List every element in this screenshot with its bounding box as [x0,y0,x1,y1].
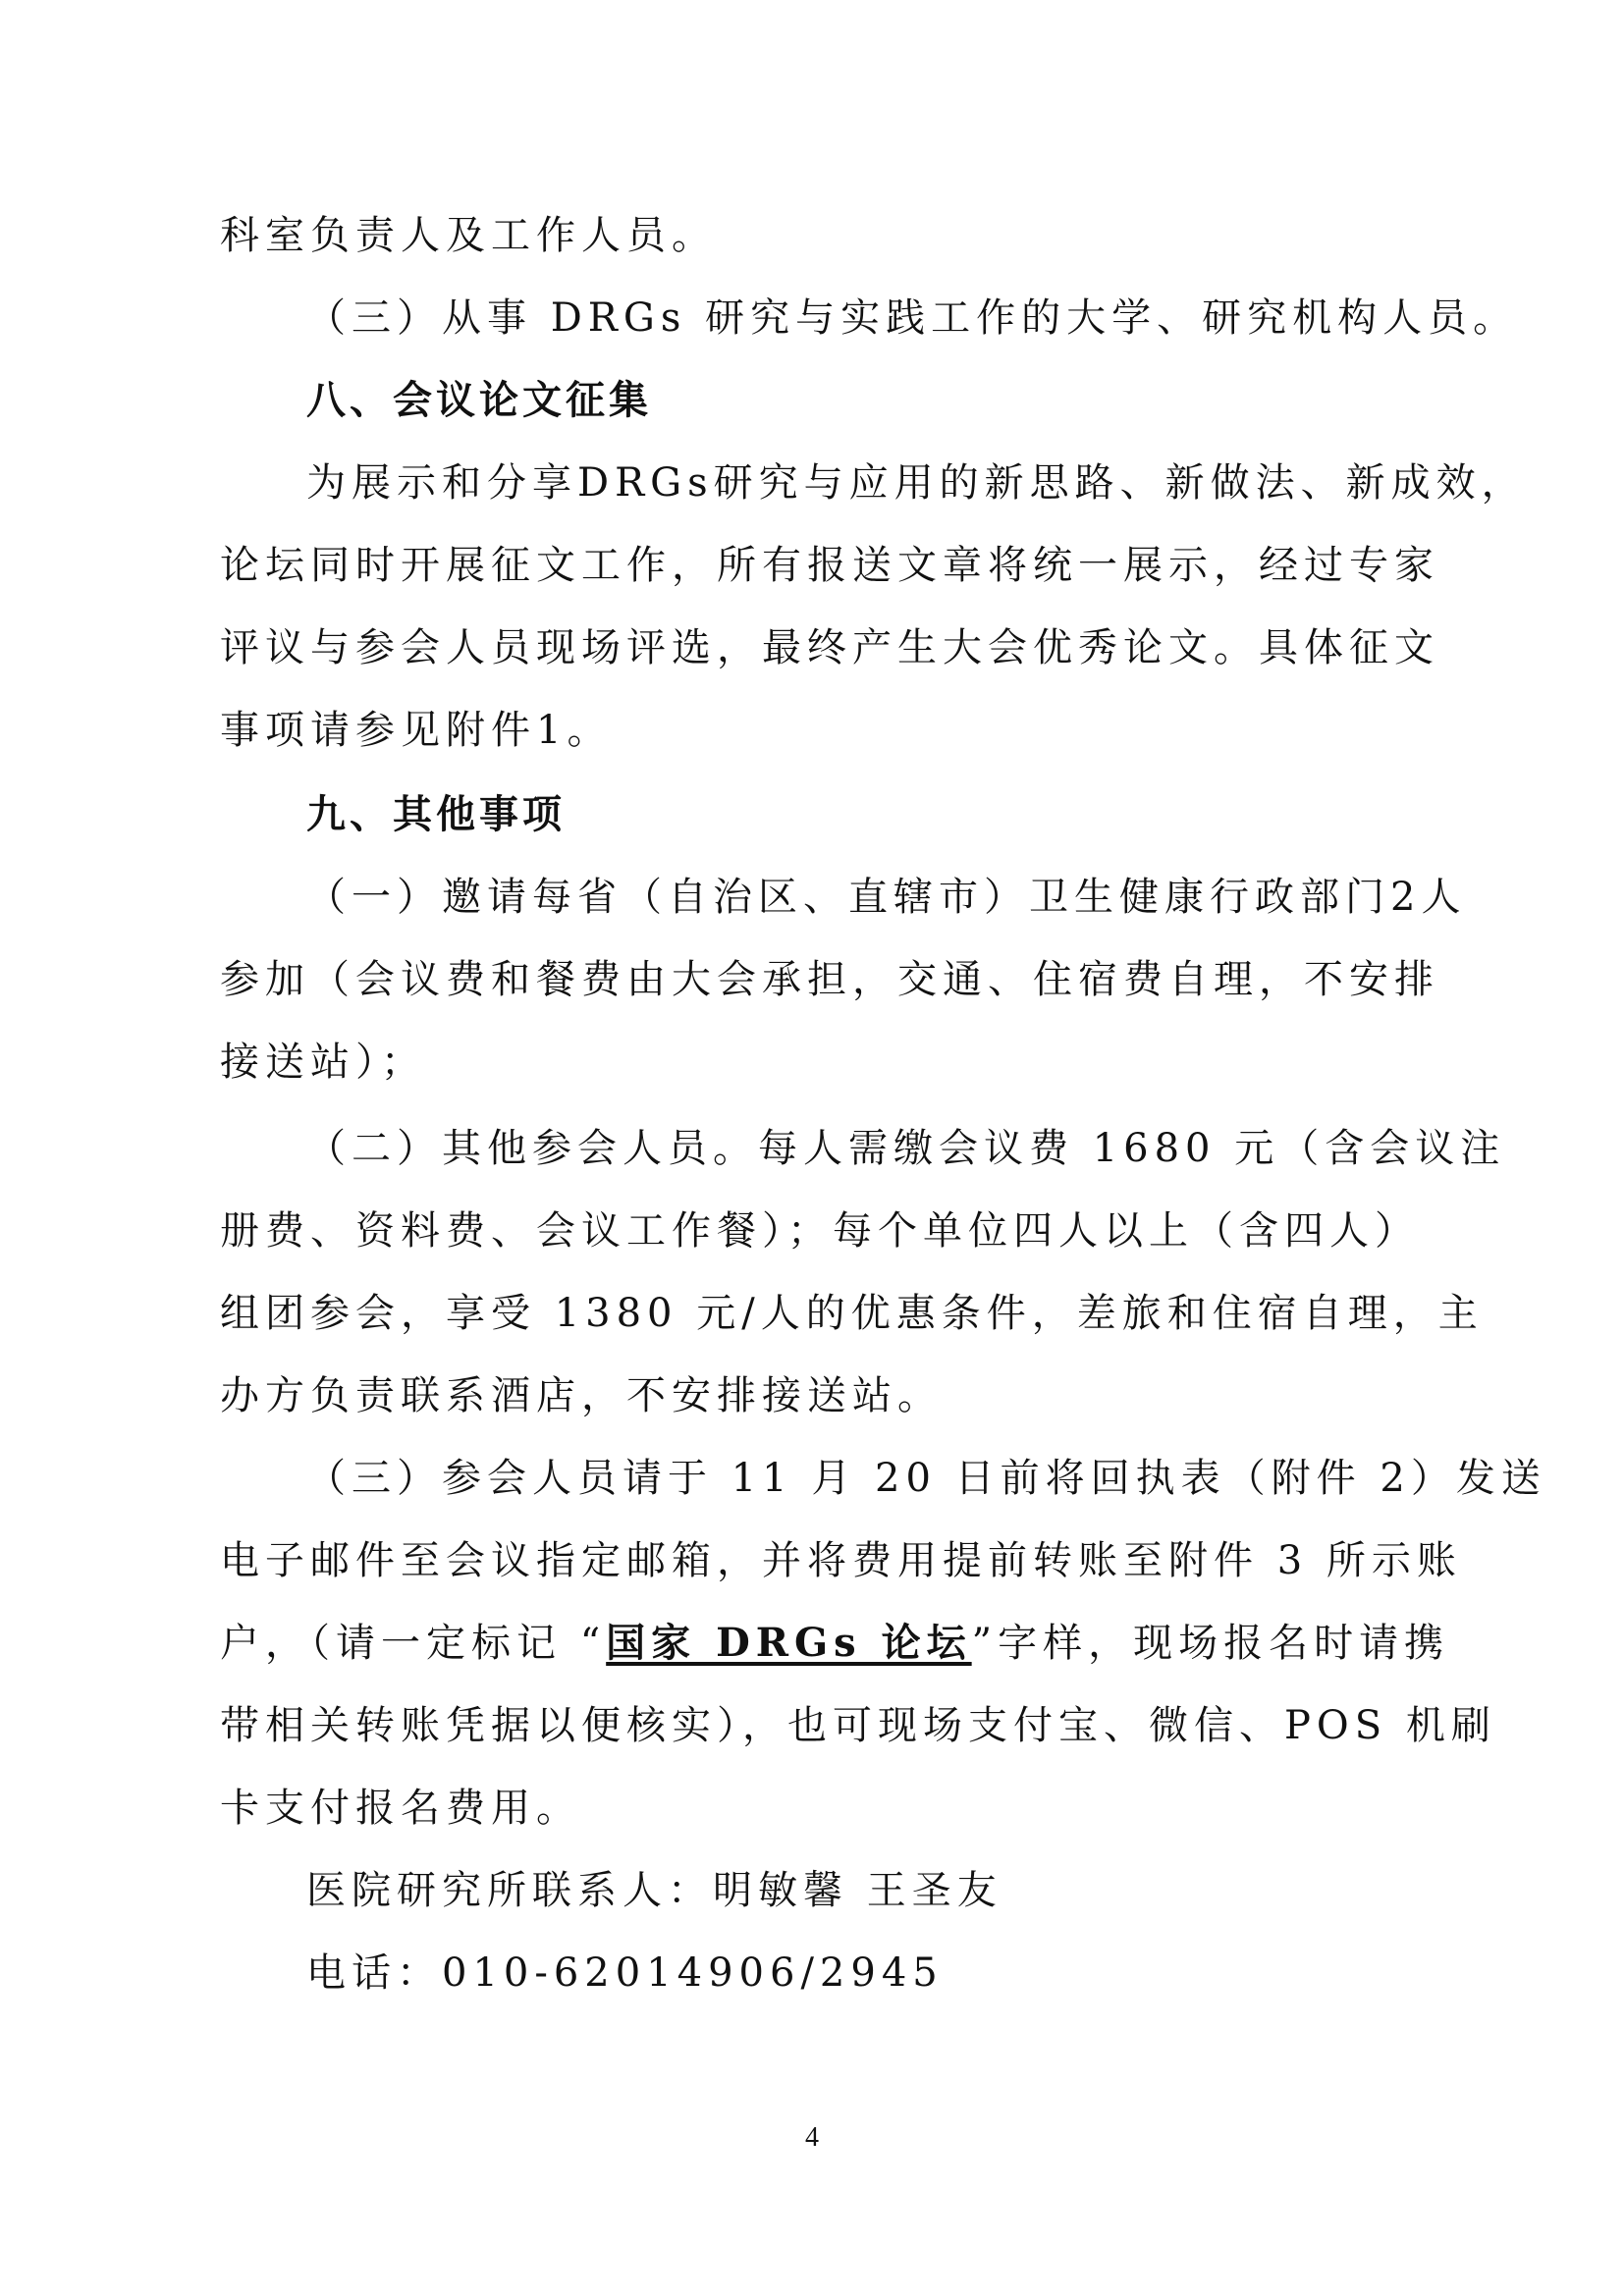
text-line: 册费、资料费、会议工作餐）；每个单位四人以上（含四人） [220,1208,1420,1254]
text-line: 为展示和分享DRGs研究与应用的新思路、新做法、新成效， [306,460,1527,506]
text-line: 带相关转账凭据以便核实），也可现场支付宝、微信、POS 机刷 [220,1703,1496,1748]
section-heading-8: 八、会议论文征集 [306,378,652,423]
text-segment: ”字样，现场报名时请携 [971,1621,1450,1666]
text-line: （三）从事 DRGs 研究与实践工作的大学、研究机构人员。 [306,295,1519,341]
text-line: 电子邮件至会议指定邮箱，并将费用提前转账至附件 3 所示账 [220,1538,1462,1583]
text-line: 事项请参见附件1。 [220,708,613,753]
page-number: 4 [805,2122,819,2153]
contact-person: 医院研究所联系人：明敏馨 王圣友 [306,1868,1002,1913]
section-heading-9: 九、其他事项 [306,792,566,837]
contact-phone: 电话：010-62014906/2945 [306,1950,944,1996]
text-line: 评议与参会人员现场评选，最终产生大会优秀论文。具体征文 [220,625,1439,670]
text-line: （三）参会人员请于 11 月 20 日前将回执表（附件 2）发送 [306,1456,1546,1501]
text-line: 组团参会，享受 1380 元/人的优惠条件，差旅和住宿自理，主 [220,1291,1484,1336]
text-line: （二）其他参会人员。每人需缴会议费 1680 元（含会议注 [306,1126,1506,1171]
text-line: 参加（会议费和餐费由大会承担，交通、住宿费自理，不安排 [220,957,1439,1002]
text-segment: 户，（请一定标记 “ [220,1621,607,1666]
text-line [220,1614,1450,1673]
text-line: 卡支付报名费用。 [220,1786,581,1831]
text-line: 论坛同时开展征文工作，所有报送文章将统一展示，经过专家 [220,543,1439,588]
text-line: （一）邀请每省（自治区、直辖市）卫生健康行政部门2人 [306,875,1467,920]
text-line: 接送站）； [220,1040,426,1085]
text-line: 办方负责联系酒店，不安排接送站。 [220,1373,943,1418]
forum-name-underlined: 国家 DRGs 论坛 [606,1620,972,1666]
text-line: 科室负责人及工作人员。 [220,213,717,258]
